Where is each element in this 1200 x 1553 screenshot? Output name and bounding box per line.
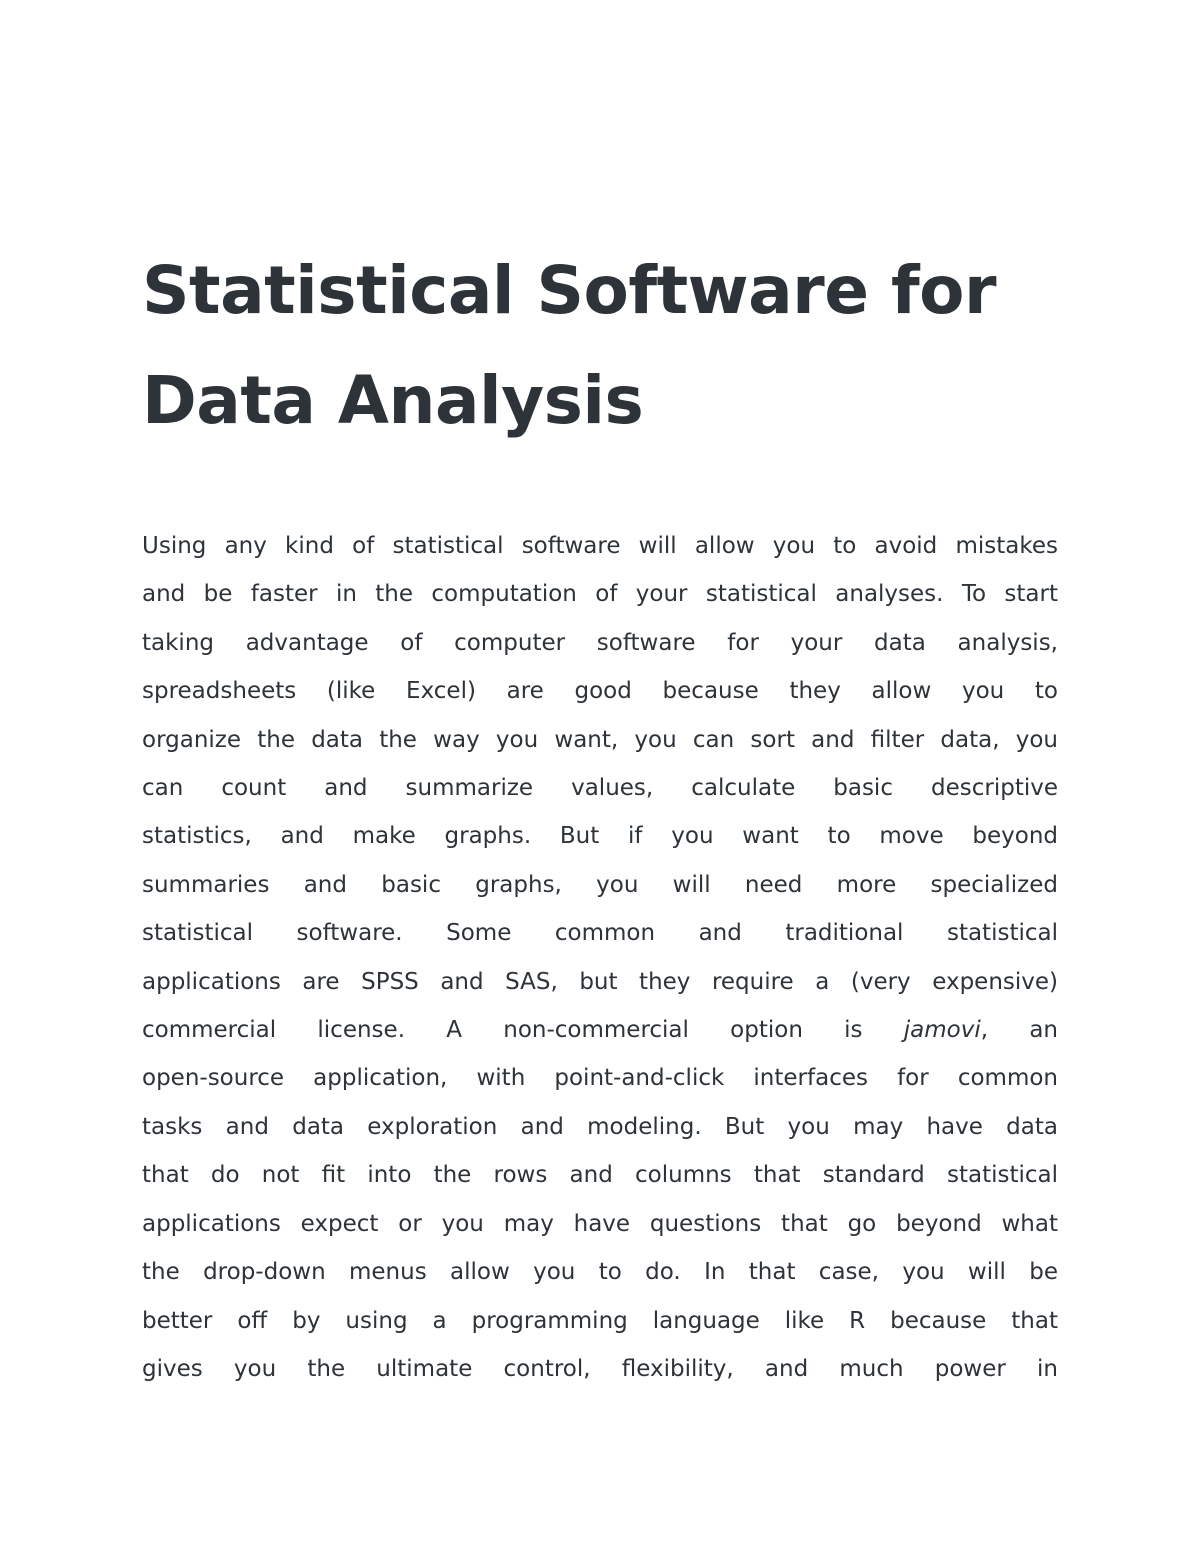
body-line-11-suffix: , an bbox=[980, 1017, 1059, 1044]
body-line-9: statistical software. Some common and traditional statistical bbox=[142, 920, 1058, 947]
body-line-11 bbox=[142, 1006, 1058, 1054]
body-line-11-text: commercial license. A non-commercial option is bbox=[142, 1017, 904, 1044]
page-title bbox=[142, 236, 1082, 456]
body-line-5: organize the data the way you want, you can sort and filter data, you bbox=[142, 726, 1058, 753]
body-line-17: better off by using a programming language like R because that bbox=[142, 1307, 1058, 1334]
body-line-3: taking advantage of computer software for your data analysis, bbox=[142, 629, 1058, 656]
body-paragraph bbox=[142, 522, 1058, 1393]
body-line-1: Using any kind of statistical software will allow you to avoid mistakes bbox=[142, 533, 1058, 559]
body-line-7: statistics, and make graphs. But if you want to move beyond bbox=[142, 823, 1058, 850]
body-line-14: that do not fit into the rows and columns that standard statistical bbox=[142, 1162, 1058, 1189]
body-line-4: spreadsheets (like Excel) are good because they allow you to bbox=[142, 678, 1058, 705]
body-line-13: tasks and data exploration and modeling. But you may have data bbox=[142, 1113, 1058, 1140]
title-line-2: Data Analysis bbox=[142, 362, 644, 439]
body-line-8: summaries and basic graphs, you will need more specialized bbox=[142, 871, 1058, 898]
jamovi-term: jamovi bbox=[903, 1017, 981, 1044]
body-line-12: open-source application, with point-and-click interfaces for common bbox=[142, 1065, 1058, 1092]
body-line-6: can count and summarize values, calculate basic descriptive bbox=[142, 775, 1058, 802]
body-line-15: applications expect or you may have questions that go beyond what bbox=[142, 1210, 1058, 1237]
title-line-1: Statistical Software for bbox=[142, 252, 997, 329]
body-line-18: gives you the ultimate control, flexibility, and much power in bbox=[142, 1355, 1058, 1382]
body-line-16: the drop-down menus allow you to do. In that case, you will be bbox=[142, 1259, 1058, 1286]
body-line-2: and be faster in the computation of your statistical analyses. To start bbox=[142, 581, 1058, 608]
body-line-10: applications are SPSS and SAS, but they require a (very expensive) bbox=[142, 968, 1058, 995]
